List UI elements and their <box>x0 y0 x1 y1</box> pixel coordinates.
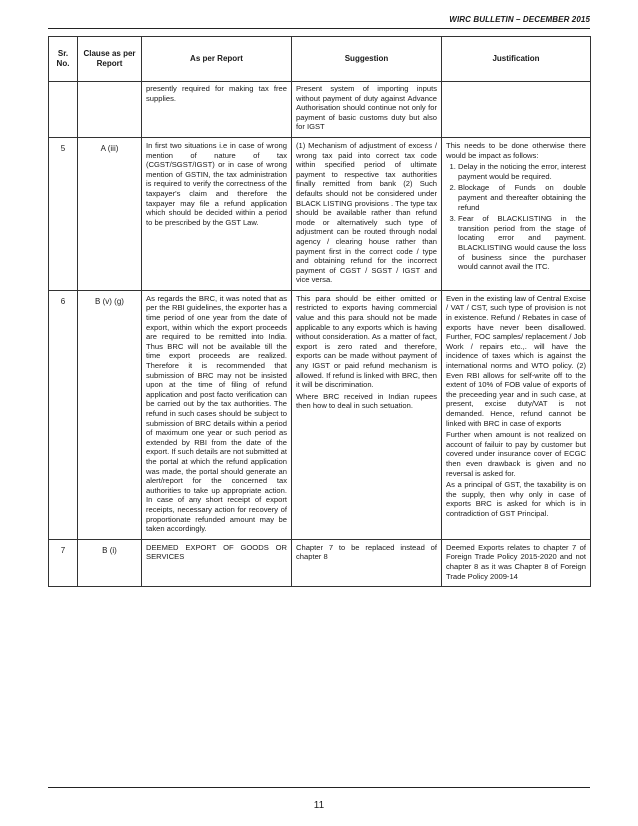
suggestion-text: Where BRC received in Indian rupees then how to deal in such setuation. <box>296 391 437 411</box>
cell-justification <box>442 82 591 138</box>
col-header-as-per-report: As per Report <box>142 37 292 82</box>
suggestion-text: Chapter 7 to be replaced instead of chapter 8 <box>296 542 437 562</box>
cell-report <box>142 290 292 539</box>
suggestion-text: This para should be either omitted or restricted to exports having commercial value and this para should not be made applicable to any exports which is having without consideration. As a matter of fact, export is zero rated and therefore, exports can be made without payment of any IGST or paid refund mechanism is allowed. If refund is linked with BRC, then it will be discrimination. <box>296 293 437 390</box>
cell-suggestion <box>292 539 442 586</box>
cell-clause: B (v) (g) <box>78 290 142 539</box>
table-header-row <box>49 37 591 82</box>
cell-suggestion <box>292 82 442 138</box>
cell-justification <box>442 290 591 539</box>
list-item: 2. Blockage of Funds on double payment and thereafter obtaining the refund <box>458 183 586 212</box>
justification-text: Even in the existing law of Central Excise / VAT / CST, such type of provision is not in existence. Refund / Rebates in case of exports have never been disallowed. Further, FOC samples/ replacement / Job Work / repairs etc.,. will have the incidence of taxes which is against the international norms and WTO policy. (2) Even RBI allows for self-write off to the extent of 10% of FOB value of exports of the preceeding year and in such case, at present, excise duty/VAT is not demanded. Hence, refund cannot be linked with BRC in case of exports <box>446 293 586 428</box>
footer-rule <box>48 787 590 788</box>
header-rule <box>48 28 590 29</box>
bulletin-header: WIRC BULLETIN – DECEMBER 2015 <box>449 15 590 24</box>
suggestion-text: (1) Mechanism of adjustment of excess / wrong tax paid into correct tax code within specified period of ultimate payment to respective tax authorities finally remitted from bank (2) Such defaults should not be considered under BLACK LISTING provisions . The type tax should be available rather than refund mode or alternatively such type of adjustment can be routed through nodal agency / clearing house rather than payment first in the correct code / type and obtaining refund for the incorrect payment of CGST / SGST / IGST and vice versa. <box>296 140 437 285</box>
page-number: 11 <box>313 800 325 811</box>
cell-justification <box>442 539 591 586</box>
cell-report <box>142 539 292 586</box>
cell-clause: B (i) <box>78 539 142 586</box>
cell-report <box>142 137 292 290</box>
report-text: As regards the BRC, it was noted that as per the RBI guidelines, the exporter has a time period of one year from the date of export, within which the export proceeds are required to be remitted into India. Thus BRC will not be available till the time export proceeds are realized. Therefore it is recommended that submission of BRC may not be insisted upon at the time of filing of refund application and post facto verification can be carried out by the tax authorities. The refund in such cases should be subject to submission of BRC details within a period of maximum one year or such period as extended by RBI from the date of the export. If such details are not submitted at the portal at which the refund application was made, the portal should generate an alert/report for the concerned tax authorities to take up appropriate action. In case of any short receipt of export receipts, necessary action for recovery of proportionate refunded amount may be taken accordingly. <box>146 293 287 534</box>
col-header-clause: Clause as per Report <box>78 37 142 82</box>
justification-text: Deemed Exports relates to chapter 7 of Foreign Trade Policy 2015-2020 and not chapter 8 as it was Chapter 8 of Foreign Trade Policy 2009-14 <box>446 542 586 581</box>
report-text: In first two situations i.e in case of wrong mention of nature of tax (CGST/SGST/IGST) or in case of wrong mention of GSTIN, the tax administration is required to verify the correctness of the taxpayer's claim and therefore the taxpayer may file a refund application which should be decided within a period to be prescribed by the GST Law. <box>146 140 287 227</box>
cell-suggestion <box>292 137 442 290</box>
col-header-justification: Justification <box>442 37 591 82</box>
cell-suggestion <box>292 290 442 539</box>
cell-sr <box>49 82 78 138</box>
cell-justification <box>442 137 591 290</box>
report-text: DEEMED EXPORT OF GOODS OR SERVICES <box>146 542 287 562</box>
list-item: 1. Delay in the noticing the error, interest payment would be required. <box>458 162 586 181</box>
cell-report <box>142 82 292 138</box>
justification-text: Further when amount is not realized on account of failuir to pay by customer but covered under insurance cover of ECGC then even drawback is given and no reversal is asked for. <box>446 430 586 478</box>
justification-intro: This needs to be done otherwise there would be impact as follows: <box>446 140 586 160</box>
suggestion-text: Present system of importing inputs without payment of duty against Advance Authorisation should continue not only for payment of basic customs duty but also for IGST <box>296 84 437 132</box>
cell-sr: 7 <box>49 539 78 586</box>
list-item: 3. Fear of BLACKLISTING in the transition period from the stage of locating error and payment. BLACKLISTING would cause the loss of business since the purchaser would cannot avail the ITC. <box>458 214 586 272</box>
col-header-suggestion: Suggestion <box>292 37 442 82</box>
justification-text: As a principal of GST, the taxability is on the supply, then why only in case of exports BRC is asked for which is in contradiction of GST Principal. <box>446 480 586 518</box>
cell-sr: 6 <box>49 290 78 539</box>
table-row <box>49 290 591 539</box>
table-row <box>49 137 591 290</box>
cell-sr: 5 <box>49 137 78 290</box>
justification-list <box>446 162 586 272</box>
suggestions-table <box>48 36 591 587</box>
table-row <box>49 82 591 138</box>
report-text: presently required for making tax free supplies. <box>146 84 287 103</box>
col-header-sr-no: Sr. No. <box>49 37 78 82</box>
table-row <box>49 539 591 586</box>
cell-clause <box>78 82 142 138</box>
cell-clause: A (iii) <box>78 137 142 290</box>
